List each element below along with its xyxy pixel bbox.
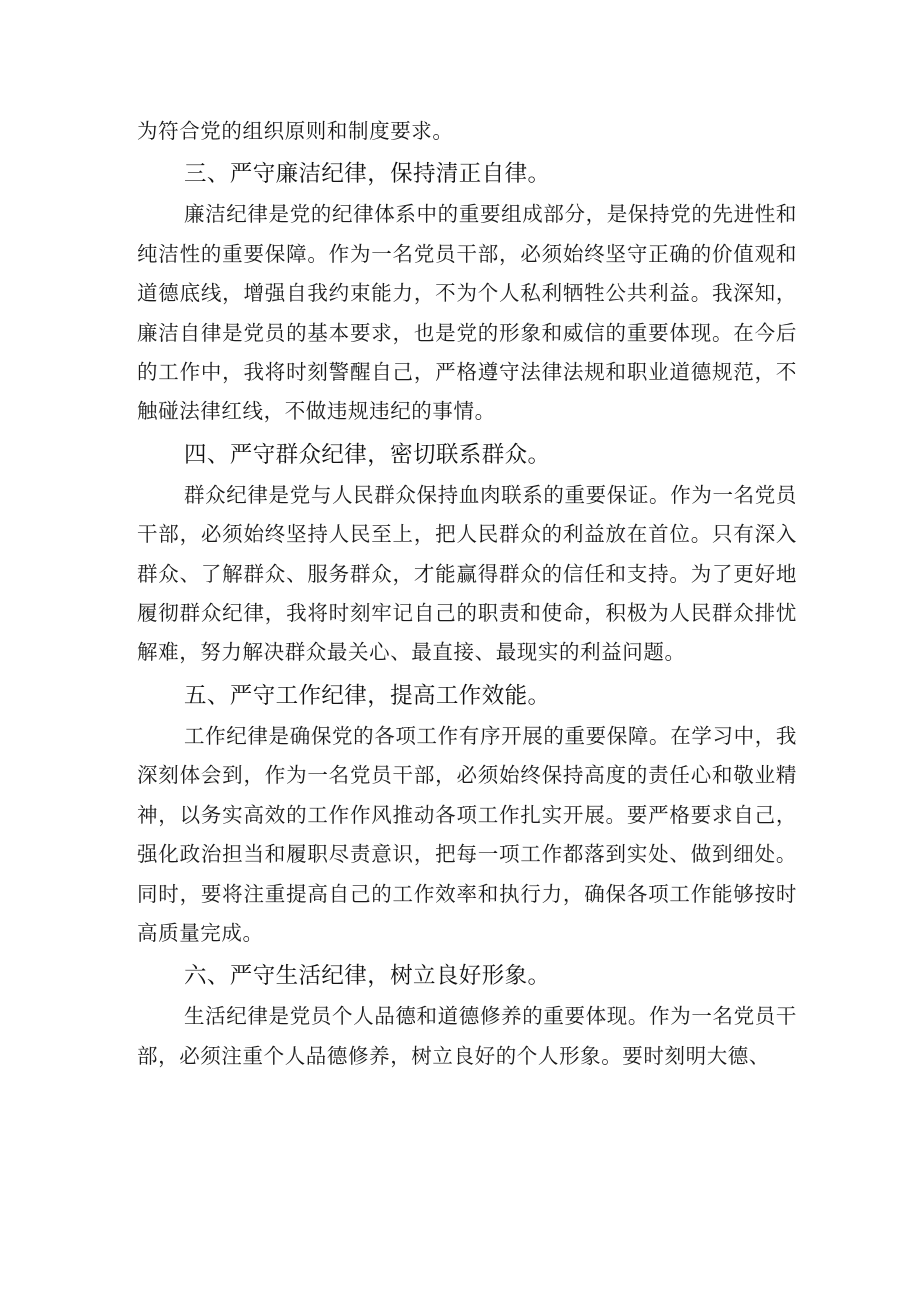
lead-paragraph-fragment: 为符合党的组织原则和制度要求。: [137, 119, 454, 143]
section-heading-3: 三、严守廉洁纪律，保持清正自律。: [184, 161, 551, 188]
section-heading-5: 五、严守工作纪律，提高工作效能。: [184, 682, 551, 709]
section-body-6: 生活纪律是党员个人品德和道德修养的重要体现。作为一名党员干部，必须注重个人品德修养，树立良好的个人形象。要时刻明大德、: [137, 1004, 797, 1068]
section-heading-6: 六、严守生活纪律，树立良好形象。: [184, 963, 551, 990]
section-body-5: 工作纪律是确保党的各项工作有序开展的重要保障。在学习中，我深刻体会到，作为一名党员干部，必须始终保持高度的责任心和敬业精神，以务实高效的工作作风推动各项工作扎实开展。要严格要求自己，强化政治担当和履职尽责意识，把每一项工作都落到实处、做到细处。同时，要将注重提高自己的工作效率和执行力，确保各项工作能够按时高质量完成。: [137, 723, 797, 945]
section-body-3: 廉洁纪律是党的纪律体系中的重要组成部分，是保持党的先进性和纯洁性的重要保障。作为一名党员干部，必须始终坚守正确的价值观和道德底线，增强自我约束能力，不为个人私利牺牲公共利益。我深知，廉洁自律是党员的基本要求，也是党的形象和威信的重要体现。在今后的工作中，我将时刻警醒自己，严格遵守法律法规和职业道德规范，不触碰法律红线，不做违规违纪的事情。: [137, 202, 797, 424]
document-body: [137, 112, 797, 1076]
section-heading-4: 四、严守群众纪律，密切联系群众。: [184, 441, 551, 468]
section-body-4: 群众纪律是党与人民群众保持血肉联系的重要保证。作为一名党员干部，必须始终坚持人民至上，把人民群众的利益放在首位。只有深入群众、了解群众、服务群众，才能赢得群众的信任和支持。为了更好地履彻群众纪律，我将时刻牢记自己的职责和使命，积极为人民群众排忧解难，努力解决群众最关心、最直接、最现实的利益问题。: [137, 482, 797, 665]
